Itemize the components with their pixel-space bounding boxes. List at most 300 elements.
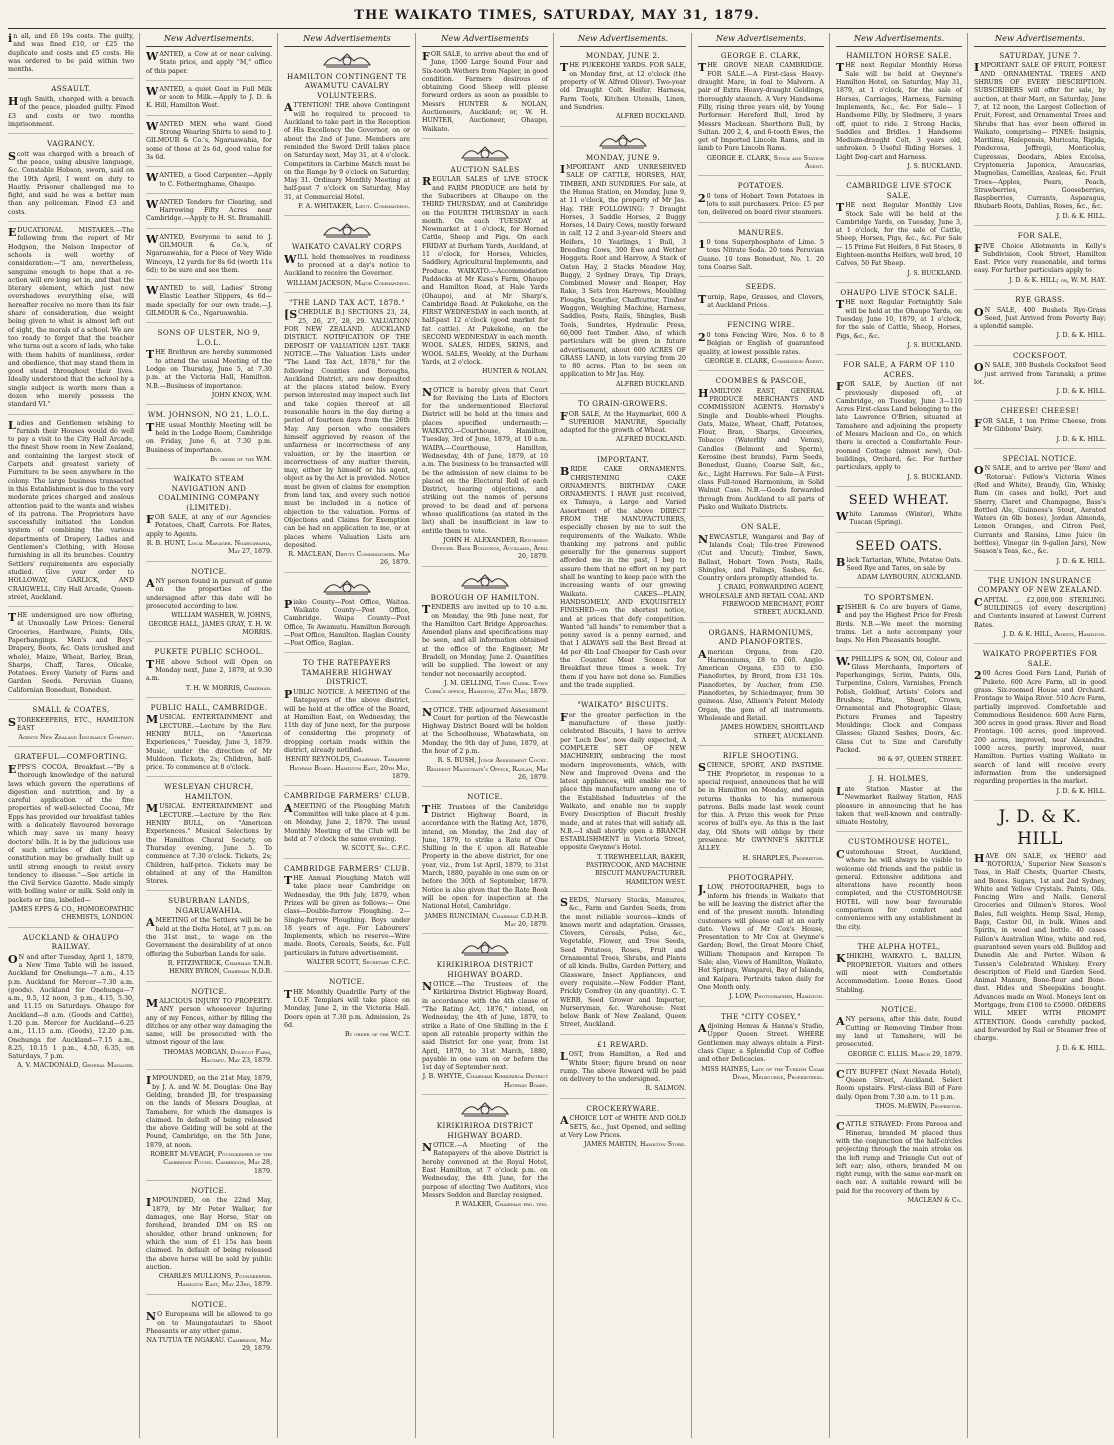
ad-body: THE undersigned are now offering, at Unusually Low Prices: General Groceries, Hardware, Paints, Oils, Paperhangings. Men's and Boys' Drapery, Boots, &c. Oats (crushed and whole), Maize, Wheat, Barley, Bran, Sharps, Chaff, Tares, Oilcake, Potatoes. Every Variety of Farm and Garden Seeds. Peruvian Guano, Californian Bonedust, Bonedust.: [8, 611, 134, 694]
ad-signature: R. MACLEAN, Deputy Commissioner. May 26, 1879.: [288, 551, 410, 567]
ad-body: WILL hold themselves in readiness to proceed at a day's notice to Auckland to receive the Governor.: [284, 252, 410, 278]
ad-title: NOTICE.: [191, 986, 227, 996]
ad-body: WANTED Tenders for Clearing, and Harrowing Fifty Acres near Cambridge.—Apply to H. St. Bramahill.: [146, 197, 272, 223]
advertisement: [284, 977, 410, 1043]
royal-crest-icon: [458, 144, 512, 162]
advertisement: [284, 791, 410, 858]
ad-title: CUSTOMHOUSE HOTEL,: [848, 837, 950, 847]
advertisement: [284, 298, 410, 573]
ad-title: NOTICE.: [881, 1004, 917, 1014]
ad-title: CHEESE! CHEESE!: [1000, 406, 1080, 416]
ad-body: NOTICE. THE adjourned Assessment Court for portion of the Newcastle Highway District Board will be holden at the Schoolhouse, Whatawhata, on Monday, the 9th day of June, 1879, at the hour of 2 p.m.: [422, 705, 548, 756]
ad-body: ANY person found in pursuit of game on the properties of the undersigned after this date will be prosecuted according to law.: [146, 577, 272, 610]
ad-body: THE next Regular Monthly Horse Sale will be held at Gwynne's Hamilton Hotel, on Saturday, May 31, 1879, at 1 o'clock, for the sale of Horses, Carriages, Harness, Farming Implements, &c., &c. For Sale— 1 Handsome Filly, by Sledmere, 3 years off, quiet to ride. 2 Strong Hacks, Saddles and Bridles. 1 Handsome Medium-draught Colt, 3 years old, unbroken. 5 Useful Riding Horses. 1 Light Dog-cart and Harness.: [836, 61, 962, 161]
column: [8, 33, 140, 1438]
advertisement: [974, 351, 1106, 402]
ad-signature: J. LOW, Photographer, Hamilton.: [729, 993, 824, 1001]
ad-body: NOTICE.—The Trustees of the Kirikiriroa District Highway Board, in accordance with the 4th clause of "The Rating Act, 1876," intend, on Wednesday, the 4th of June, 1879, to strike a Rate of One Shilling in the £ upon all rateable property within the said District for one year, from 1st April, 1879, to 31st March, 1880, payable in one sum on or before the 1st day of September next.: [422, 980, 548, 1072]
ad-body: ON and after Tuesday, April 1, 1879, a New Time Table will be issued. Auckland for Onehunga—7 a.m., 4.15 p.m. Auckland for Mercer—7.30 a.m. (goods). Auckland for Onehunga—7 a.m., 9.5, 12 noon, 3 p.m., 4.15, 5.30, and 11.15 on Saturdays. Ohaupo for Auckland—8 a.m. (Goods and Cattle), 1.20 p.m. Mercer for Auckland—6.25 a.m., 11.15 a.m. (Goods), 12.20 p.m. Onehunga for Auckland—7.15 a.m., 8.25, 10.15 1 p.m., 4.50, 6.35, on Saturdays, 7 p.m.: [8, 952, 134, 1061]
column-heading: New Advertisements.: [974, 33, 1106, 47]
advertisement: [8, 227, 134, 415]
ad-body: NO Europeans will be allowed to go on to Maungatautari to Shoot Pheasants or any other game.: [146, 1310, 272, 1335]
ad-signature: GEORGE E. CLARK, Stock and Station Agent.: [706, 154, 824, 170]
ad-title: GRATEFUL—COMFORTING.: [14, 752, 128, 762]
ad-signature: WILLIAM JACKSON, Major Commanding.: [286, 279, 410, 287]
advertisement: [974, 406, 1106, 448]
advertisement: [836, 51, 962, 176]
ad-body: FOR SALE, by Auction (if not previously disposed of), at Cambridge, on Tuesday, June 3—110 Acres First-class Land belonging to the late Lawrence O'Brien, situated at Tamahere and adjoining the property of Messrs Maclean and Co., on which there is erected a Comfortable Four-roomed Cottage (almost new), Out-buildings, Orchard, &c. For further particulars, apply to: [836, 380, 962, 472]
ad-title: SMALL & COATES,: [32, 705, 110, 715]
ad-title: CAMBRIDGE FARMERS' CLUB.: [284, 791, 410, 801]
ad-signature: J. D. & K. HILL.: [1056, 787, 1106, 795]
advertisement: [422, 1100, 548, 1213]
ad-body: ANY persons, after this date, found Cutting or Removing Timber from my land at Tamahere, will be prosecuted.: [836, 1015, 962, 1049]
ad-body: LOST, from Hamilton, a Red and White Steer; figure brand on near rump. The above Reward will be paid on delivery to the undersigned.: [560, 1050, 686, 1084]
ad-title: CAMBRIDGE LIVE STOCK SALE.: [846, 181, 952, 200]
ad-title: NOTICE.: [191, 566, 227, 576]
ad-title: SPECIAL NOTICE.: [1002, 453, 1078, 463]
ad-body: THE usual Monthly Meeting will be held in the Lodge Room, Cambridge on Friday, June 6, at 7.30 p.m. Business of importance.: [146, 420, 272, 454]
advertisement: [836, 181, 962, 283]
advertisement: [284, 864, 410, 973]
ad-body: Ladies and Gentlemen wishing to furnish their Houses would do well to pay a visit to the City Hall Arcade, the finest Show room in New Zealand, and containing the largest stock of Carpets and greatest variety of Furniture to be seen anywhere in the colony. The large business transacted in this Establishment is due to the very moderate prices charged and zealous attention paid to the wants and wishes of its patrons. The Proprietors have successfully initiated the London system of combining the various departments of Drapery, Ladies and Gentlemen's Clothing, with House furnishing in all its branches. Country Settlers' requirements are especially studied. Give your order to HOLLOWAY, GARLICK, AND CRAIGWELL, City Hall Arcade, Queen-street, Auckland.: [8, 418, 134, 601]
advertisement: [146, 86, 272, 116]
royal-crest-icon: [320, 221, 374, 239]
ad-signature: WALTER SCOTT, Secretary C.F.C.: [306, 958, 410, 966]
ad-body: For the greater perfection in the manufacture of these justly-celebrated Biscuits, I have to arrive per 'Loch Dee', now daily expected, A COMPLETE SET OF NEW MACHINERY, embracing the most modern improvements, which, with New and Improved Ovens and the latest appliances, will enable me to place this manufacture among one of the Established Industries of the Waikato, and enable me to supply Every Description of Biscuit freshly made, and at rates that will satisfy all. N.B.—I shall shortly open a BRANCH ESTABLISHMENT in Victoria Street, opposite Gwynne's Hotel.: [560, 710, 686, 852]
columns: [8, 33, 1106, 1438]
advertisement: [560, 51, 686, 127]
ad-body: WANTED, a Cow at or near calving. State price, and apply "M," office of this paper.: [146, 49, 272, 75]
advertisement: [836, 1121, 962, 1209]
advertisement: [836, 593, 962, 651]
ad-signature: ALFRED BUCKLAND.: [615, 113, 686, 121]
royal-crest-icon: [320, 51, 374, 69]
advertisement: [974, 295, 1106, 346]
ad-title: THE "CITY COSEY,": [721, 1011, 801, 1021]
ad-title: THE ALPHA HOTEL,: [857, 941, 941, 951]
ad-body: Customhouse Street, Auckland, where he will always be visible to welcome old friends and the public in general. Extensive additions and alterations have recently been completed, and the CUSTOMHOUSE HOTEL will now bear favourable comparison for comfort and convenience with any establishment in the city.: [836, 847, 962, 931]
ad-signature: JOHN H. ALEXANDER, Returning Officer. Bank Buildings, Auckland, April 20, 1879.: [431, 536, 548, 561]
advertisement: [8, 33, 134, 79]
ad-body: Piako County—Post Office, Waitoa. Waikato County—Post Office, Cambridge. Waipa County—Post Office, Te Awamutu. Hamilton Borough—Post Office, Hamilton. Raglan County—Post Office, Raglan.: [284, 597, 410, 648]
ad-signature: ALFRED BUCKLAND.: [615, 380, 686, 388]
advertisement: [560, 1104, 686, 1154]
column: [836, 33, 968, 1438]
ad-signature: J. D. & K. HILL.: [1056, 332, 1106, 340]
advertisement: [422, 939, 548, 1095]
advertisement: [284, 658, 410, 786]
advertisement: [974, 649, 1106, 800]
ad-signature: WILLIAM WASHER, W. JOHNS, GEORGE HALL, JAMES GRAY, T. H. W. MORRIS.: [148, 612, 272, 636]
ad-signature: JOHN KNOX, W.M.: [211, 391, 272, 399]
ad-body: J.LOW, PHOTOGRAPHER, begs to inform his friends in Waikato that he will be leaving the district after the end of the present month. Intending customers will please call at an early date. Views of Mr Cox's House, Presentation to Mr Cox at Gwynne's Garden; Bowl, the Great Moore Chief, William Thompson and Kerapon Te Sale; also, Views of Hamilton, Waikato, Hot Springs, Wangarei, Bay of Islands, and Kaipara. Portraits taken daily for One Month only.: [698, 883, 824, 991]
advertisement: [422, 51, 548, 139]
column: [146, 33, 278, 1438]
ad-body: THE next Regular Monthly Live Stock Sale will be held at the Cambridge Yards, on Tuesday, June 3, at 1 o'clock, for the sale of Cattle, Sheep, Horses, Pigs, &c., &c. For Sale— 15 Prime Fat Heifers, 8 Fat Steers, 8 Eighteen-months Heifers, well bred, 10 Calves, 50 Fat Sheep.: [836, 201, 962, 268]
ad-signature: R. SALMON.: [645, 1085, 686, 1093]
column-heading: New Advertisements.: [560, 33, 686, 47]
advertisement: [8, 84, 134, 134]
advertisement: [8, 705, 134, 747]
advertisement: [836, 837, 962, 936]
advertisement: [836, 1005, 962, 1064]
ad-signature: HUNTER & NOLAN.: [482, 368, 548, 376]
ad-signature: J. CRAIG, FORWARDING AGENT, WHOLESALE AND RETAIL COAL AND FIREWOOD MERCHANT, FORT STREET, AUCKLAND.: [699, 584, 824, 617]
advertisement: [698, 282, 824, 315]
advertisement: [284, 221, 410, 293]
advertisement: [836, 1069, 962, 1116]
ad-body: BRIDE CAKE ORNAMENTS. CHRISTENING CAKE ORNAMENTS. BIRTHDAY CAKE ORNAMENTS. I HAVE just received, ex Tamaya, a Large and Varied Assortment of the above DIRECT FROM THE MANUFACTURERS, especially chosen by me to suit the requirements of the Waikato. While thanking my patrons and public generally for the generous support afforded me in the past, I beg to assure them that no effort on my part shall be wanting to keep pace with the increasing wants of our growing Waikato. CAKES—PLAIN, HANDSOMELY, AND EXQUISITELY FINISHED—on the shortest notice, and at prices that defy competition. Wanted "all hands" to remember that a penny saved is a penny earned, and that I ALWAYS sell the Best Bread at 4d per 4lb Loaf Cheaper for Cash over the Counter. Meat Scones for Breakfast three times a week. Try them if you have not done so. Families and the trade supplied.: [560, 465, 686, 689]
ad-signature: J. D. & K. HILL; or, W. M. HAY.: [1009, 276, 1106, 284]
ad-body: Late Station Master at the Newmarket Railway Station, HAS pleasure in announcing that he has taken that well-known and centrally-situate Hostelry,: [836, 784, 962, 827]
column: [284, 33, 416, 1438]
ad-signature: R. FITZPATRICK, Chairman T.N.B. HENRY BYRON, Chairman N.D.B.: [167, 959, 272, 976]
ad-title: GEORGE E. CLARK,: [720, 50, 802, 60]
ad-signature: GEORGE E. CLARK, Commission Agent.: [704, 357, 824, 365]
ad-signature: P. WALKER, Chairman pro. tem.: [455, 1201, 548, 1209]
column-heading: New Advertisements.: [698, 33, 824, 47]
ad-body: WANTED, a Good Carpenter.—Apply to C. Fotheringhame, Ohaupo.: [146, 171, 272, 188]
advertisement: [698, 320, 824, 371]
advertisement: [8, 752, 134, 927]
ad-title: TO SPORTSMEN.: [864, 592, 934, 602]
ad-body: KIHIKIHI, WAIKATO. L. BALLIN, PROPRIETOR. Visitors and others will meet with Comfortable Accommodation. Loose Boxes. Good Stabling.: [836, 952, 962, 994]
ad-body: WANTED, a quiet Goat in Full Milk or soon to Milk.—Apply to J. D. & K. Hill, Hamilton West.: [146, 84, 272, 110]
column: [560, 33, 692, 1438]
advertisement: [974, 454, 1106, 571]
advertisement: [974, 231, 1106, 290]
ad-body: ON SALE, 400 Bushels Rye-Grass Seed, Just Arrived from Poverty Bay; a splendid sample.: [974, 305, 1106, 331]
advertisement: [836, 360, 962, 487]
ad-body: FOR SALE, At the Haymarket, 600 A SUPERIOR MANURE, Specially adapted for the growth of Wheat.: [560, 409, 686, 435]
column: [974, 33, 1106, 1438]
ad-signature: J. S. BUCKLAND.: [907, 341, 962, 349]
advertisement: [146, 567, 272, 643]
ad-signature: J. S. BUCKLAND.: [907, 473, 962, 481]
advertisement: [698, 181, 824, 222]
ad-body: Adjoining Hemus & Hanna's Studio, Upper Queen Street. WHERE Gentlemen may always obtain a First-class Cigar, a Splendid Cup of Coffee and other Delicacies.: [698, 1022, 824, 1064]
ad-title: ORGANS, HARMONIUMS, AND PIANOFORTES.: [708, 627, 814, 647]
ad-body: THE Trustees of the Cambridge District Highway Board, in accordance with the Rating Act, 1876, intend, on Monday, the 2nd day of June, 1879, to strike a Rate of One Shilling in the £ upon all Rateable Property in the above district, for one year, viz., from 1st April, 1879, to 31st March, 1880, payable in one sum on or before the 30th of September, 1879. Notice is also given that the Rate Book will be open for inspection at the National Hotel, Cambridge.: [422, 802, 548, 911]
ad-title: FOR SALE,: [1017, 231, 1063, 241]
advertisement: [422, 707, 548, 788]
ad-body: ATTENTION! THE above Contingent will be required to proceed to Auckland to take part in the Reception of His Excellency the Governor, on or about the 2nd of June. Members are reminded the Sword Drill takes place on Saturday next, May 31, at 4 o'clock. Competitors in Carbine Match must be on the Range by 9 o'clock on Saturday, May 31. Ordinary Monthly Meeting at half-past 7 o'clock on Saturday, May 31, at Commercial Hotel.: [284, 101, 410, 201]
ad-body: PUBLIC NOTICE. A MEETING of the Ratepayers of the above district, will be held at the office of the Board, at Hamilton East, on Wednesday, the 11th day of June next, for the purpose of considering the propriety of dropping certain roads within the district, already notified.: [284, 687, 410, 755]
ad-signature: J. B. WHYTE, Chairman Kirikiriroa District Highway Board.: [422, 1073, 548, 1089]
advertisement: [698, 1012, 824, 1087]
ad-body: ON SALE, 300 Bushels Cocksfoot Seed just arrived from Taranaki; a prime lot.: [974, 361, 1106, 386]
ad-title: RIFLE SHOOTING.: [722, 750, 800, 760]
ad-title: NOTICE.: [329, 977, 365, 987]
ad-body: AMEETING of the Settlers will be be held at the Delta Hotel, at 7 p.m. on the 31st inst., to wage on the Government the desirability of at once offering the Suburban Lands for sale.: [146, 916, 272, 958]
ad-body: HAMILTON EAST, GENERAL PRODUCE MERCHANTS AND COMMISSION AGENTS. Hornsby's Single and Double-wheel Ploughs. Oats, Maize, Wheat, Chaff, Potatoes, Flour, Bran, Sharps, Groceries, Tobacco (Waterlily and Venus), Candles (Belmont and Sperm), Kerosine (best brands), Farm Seeds, Bonedust, Guano, Coarse Salt, &c., &c., Light Harrows. For Sale—A First-class Full-toned Harmonium, in Solid Walnut Case. N.B.—Goods forwarded through from Auckland to all parts of Piako and Waikato Districts.: [698, 386, 824, 511]
ad-signature: J. D. & K. HILL.: [1056, 1044, 1106, 1052]
ad-signature: HENRY REYNOLDS, Chairman. Tamahere Highway Board. Hamilton East, 20th May, 1879.: [285, 756, 410, 780]
advertisement: [698, 628, 824, 746]
ad-body: White Lammas (Winter), White Tuscan (Spring).: [836, 509, 962, 527]
advertisement: [560, 897, 686, 1035]
ad-body: NOTICE is hereby given that Court for Revising the Lists of Electors for the undermentioned Electoral District will be held at the times and places specified underneath:— WAIKATO.—Courthouse, Hamilton, Tuesday, 3rd of June, 1879, at 10 a.m. WAIPA.—Courthouse, Hamilton, Wednesday, 4th of June, 1879, at 10 a.m. The business to be transacted will be the admission of new claims to be placed on the Electoral Roll of each District, hearing objections, and striking out the names of persons proved to be dead and of persons whose qualifications (as stated in the list) shall be insufficient in law to entitle them to vote.: [422, 385, 548, 535]
ad-title: NOTICE.: [191, 1185, 227, 1195]
column: [422, 33, 554, 1438]
advertisement: [146, 410, 272, 469]
ad-body: FOR SALE, to arrive about the end of June, 1500 Large Sound Four and Six-tooth Wethers from Napier, in good condition. Farmers desirous of obtaining Good Sheep will please forward orders as soon as possible to Messrs HUNTER & NOLAN, Auctioneers, Auckland; or, W. H. HUNTER, Auctioneer, Ohaupo, Waikato.: [422, 49, 548, 133]
advertisement: [8, 139, 134, 222]
ad-title: RYE GRASS.: [1015, 295, 1065, 305]
ad-signature: ALFRED BUCKLAND.: [615, 436, 686, 444]
ad-body: NEWCASTLE, Wangarei and Bay of Islands Coal; Tile-tree Firewood (Cut and Uncut); Timber, Sawn, Ballast, Hobart Town Posts, Rails, Shingles, and Palings, Sashes, &c. Country orders promptly attended to.: [698, 532, 824, 583]
advertisement: [560, 455, 686, 696]
ad-title: MANURES.: [738, 227, 784, 237]
ad-title: HAMILTON HORSE SALE.: [846, 50, 952, 60]
ad-body: Scott was charged with a breach of the peace, using abusive language, &c. Constable Hobson, sworn, said on the 19th April, I went on duty to Hautly. Prisoner challenged me to fight, and said he was a better man than any policeman. Fined £3 and costs.: [8, 149, 134, 216]
ad-body: MALICIOUS INJURY TO PROPERTY. ANY person whosoever Injuring any of my Fences, either by filling the ditches or any other way damaging the same, will be prosecuted with the utmost rigour of the law.: [146, 997, 272, 1047]
column: [698, 33, 830, 1438]
ad-body: THE Annual Ploughing Match will take place near Cambridge on Wednesday, the 9th July, 1879, when Prizes will be given as follows:— One class—Double-furrow Ploughing. 2—Single-furrow Ploughing. Boys under 18 years of age. For Labourers' Implements, which no reserve—Wire made. Roots, Cereals, Seeds, &c. Full particulars in future advertisement.: [284, 874, 410, 957]
column-heading: New Advertisements: [422, 33, 548, 47]
ad-title: SONS OF ULSTER, NO 9, L.O.L.: [157, 328, 261, 347]
advertisement: [836, 656, 962, 770]
ad-title: SEEDS.: [745, 282, 777, 292]
ad-signature: R. B. HUNT, Local Manager. Ngaruawahia, May 27, 1879.: [146, 540, 272, 556]
ad-signature: ADAM LAYBOURN, AUCKLAND.: [857, 574, 962, 582]
ad-body: IMPOUNDED, on the 21st May, 1879, by J. A. and W. M. Douglas: One Bay Gelding, branded JB, for trespassing on the lands of Messrs Douglas, at Tamahere, for which the damages is claimed. In default of being released the above Gelding will be sold at the Pound, Cambridge, on the 5th June, 1879, at noon.: [146, 1074, 272, 1149]
ad-title: SATURDAY, JUNE 7.: [999, 50, 1081, 60]
ad-title: WESLEYAN CHURCH, HAMILTON.: [164, 782, 254, 801]
ad-body: WANTED MEN who want Good Strong Wearing Shirts to send to J. GILMOUR & Co.'s, Ngaruawahia, for some of those at 2s 6d, good value for 3s 6d.: [146, 119, 272, 161]
advertisement: [698, 522, 824, 622]
ad-body: 20 tons Fencing Wire, Nos. 6 to 8 Belgian or English of guaranteed quality, at lowest possible rates.: [698, 330, 824, 356]
ad-title: WAIKATO STEAM NAVIGATION AND COALMINING COMPANY (LIMITED).: [158, 474, 260, 512]
ad-title: VAGRANCY.: [47, 139, 95, 149]
ad-body: IMPORTANT AND UNRESERVED SALE OF CATTLE, HORSES, HAY, TIMBER, AND SUNDRIES. For sale, at the Hunua Station, on Monday, June 9, at 11 o'clock, the property of Mr Jas. Hay. THE FOLLOWING: 7 Draught Horses, 3 Saddle Horses, 2 Buggy Horses, 14 Dairy Cows, mostly forward in calf, 12 2 and 3-year-old Steers and Heifers, 10 Yearlings, 1 Bull, 3 Breeding Cows, 300 Ewe and Wether Hoggets. Root and Harrow, A Stack of Oaten Hay, 2 Stacks Meadow Hay, Buggy, 2 Sydney Drays, Tip Drays, Combined Mower and Reaper, Hay Rake, 3 Sets Iron Harrows, Moulding Ploughs, Scarifier, Chaffcutter, Timber Waggon, Weighing Machine, Harness, Saddles, Posts, Rails, Shingles, Bush Tools, Sundries, Hydraulic Press, 60,000 feet Timber. Also, of which particulars will be given in future advertisement, about 600 ACRES OF GRASS LAND, in lots varying from 20 to 80 acres. Plan to be seen on application to Mr Jas. Hay.: [560, 163, 686, 379]
ad-signature: J. D. & K. HILL, Agents, Hamilton.: [1003, 631, 1106, 639]
ad-body: REGULAR SALES of LIVE STOCK and FARM PRODUCE are held by the Subscribers at Ohaupo on the THIRD THURSDAY, and at Cambridge on the FOURTH THURSDAY in each month. On each TUESDAY at Newmarket at 1 o'clock, for Horned Cattle, Sheep and Pigs. On each FRIDAY at Durham Yards, Auckland, at 11 o'clock, for Horses, Vehicles, Saddlery, Agricultural Implements, and Produce. WAIKATO.—Accommodation Paddocks at Mr Kusa's Farm, Ohaupo and Hamilton Road, at Hale Yards (Ohaupo), and at Mr Sharp's, Cambridge Road. At Pukekohe, on the FIRST WEDNESDAY in each month, at half-past 12 o'clock (good market for fat cattle). At Pukekohe, on the SECOND WEDNESDAY in each month. WOOL SALES, HIDES, SKINS, and WOOL SALES, Weekly, at the Durham Yards, at 2 o'clock.: [422, 175, 548, 366]
advertisement: [836, 492, 962, 533]
advertisement: [698, 751, 824, 868]
ad-title: SEED OATS.: [855, 538, 943, 554]
ad-title: IMPORTANT.: [596, 454, 650, 464]
column-heading: New Advertisements.: [836, 33, 962, 47]
ad-body: MUSICAL ENTERTAINMENT and LECTURE.—Lecture by the Rev. HENRY BULL, on "American Experiences," Tuesday, June 3, 1879. Music, under the direction of Mr Muldoon. Tickets, 2s; Children, half-price. To commence at 8 o'clock.: [146, 713, 272, 772]
ad-body: WANTED to sell, Ladies' Strong Elastic Leather Slippers, 4s 6d—made specially for our own trade.—J. GILMOUR & Co., Ngaruawahia.: [146, 284, 272, 318]
ad-body: MUSICAL ENTERTAINMENT and LECTURE.—Lecture by the Rev. HENRY BULL, on "American Experiences." Musical Selections by the Hamilton Choral Society, on Thursday evening, June 5. To commence at 7.30 o'clock. Tickets, 2s; Children, half-price. Tickets may be obtained at any of the Hamilton Stores.: [146, 802, 272, 886]
advertisement: [8, 612, 134, 700]
advertisement: [422, 792, 548, 934]
ad-body: IMPORTANT SALE OF FRUIT, FOREST AND ORNAMENTAL TREES AND SHRUBS OF EVERY DESCRIPTION. SUBSCRIBERS will offer for sale, by auction, at their Mart, on Saturday, June 7, at 12 noon, the Largest Collection of Fruit, Forest, and Ornamental Trees and Shrubs that has ever been offered in Waikato, comprising— PINES: Insignis, Maritima, Halepensis, Muricata, Rigida, Ponderosa, Jeffregii, Monticolus, Cupressus, Deodara, Abies Excelsa, Cryptomeria Japonica, Araucarias, Magnolias, Camellias, Azaleas, &c. Fruit Trees—Apples, Pears, Peach, Strawberries, Gooseberries, Raspberries, Currants, Asparagus, Rhubarb Roots, Dahlias, Roses, &c., &c.: [974, 61, 1106, 211]
ad-body: THE Monthly Quadrille Party of the I.O.F. Templars will take place on Monday, June 2, in the Victoria Hall. Doors open at 7.30 p.m. Admission, 2s 6d.: [284, 987, 410, 1029]
ad-body: Black Tartarian, White, Potatoe Oats. Seed Rye and Tares, on sale by: [836, 555, 962, 573]
ad-body: SCIENCE, SPORT, AND PASTIME. THE Proprietor, in response to a special request, announces that he will be in Hamilton on Monday, and again returns thanks to his numerous patrons. Balls made last week count for this. A Prize this week for Prize scores of bull's eye. As this is the last day, Old Shots will oblige by their presence. Mr GWYNNE'S SKITTLE ALLEY.: [698, 761, 824, 853]
ad-body: IMPOUNDED, on the 22nd May, 1879, by Mr Peter Walker, for damages, one Bay Horse, Star on forehead, branded DM on RS on shoulder, other brand unknown; for which the sum of £1 15s has been claimed. In default of being released the above horse will be sold by public auction.: [146, 1196, 272, 1271]
ad-body: ON SALE, and to arrive per 'Rero' and 'Rotorua': Fellow's Victoria Wines (Red and White), Brandy, Gin, Whisky, Rum (in cases and bulk), Port and Sherry, Claret and Champagne, Bass's Bottled Ale, Guinness's Stout, Aerated Waters (in 6lb boxes), Jordan Almonds, Lemon Oranges, and Citron Peel, Currants and Raisins, Lime Juice (in bottles), Vinegar (in 9-gallon Jars), New Season's Teas, &c., &c.: [974, 464, 1106, 556]
ad-title: FOR SALE, A FARM OF 110 ACRES.: [843, 360, 955, 379]
ad-body: STOREKEEPERS, ETC., HAMILTON EAST: [8, 715, 134, 732]
ad-body: HAVE ON SALE, ex 'HERO' and 'ROTORUA,' Superior New Season's Teas, in Half Chests, Quarter Chests, and Boxes. Sugars, 1st and 2nd Sydney, White and Yellow Crystals. Paints, Oils. Fencing Wire and Nails. General Groceries and Oilmen's Stores. Wool Bales, full weights. Hemp Sisal, Hemp, Bags, Castor Oil, in bulk. Wines and Spirits, in wood and bottle. 40 cases Fallon's Australian Wine, white and red, guaranteed seven years old. Bulldog and Dunedin Ale and Porter. Wilson & Tussen's Celebrated Whiskey. Every description of Field and Garden Seed. Animal Manure, Bone-flour and Bone-dust. Hides and Sheepskins bought. Advances made on Wool. Moneys lent on Mortgage, from £100 to £5000. ORDERS WILL MEET WITH PROMPT ATTENTION. Goods carefully packed, and forwarded by Rail or Steamer free of charge.: [974, 851, 1106, 1043]
ad-title: BOROUGH OF HAMILTON.: [430, 592, 540, 602]
ad-title: £1 REWARD.: [597, 1039, 649, 1049]
advertisement: [146, 647, 272, 698]
advertisement: [560, 700, 686, 892]
royal-crest-icon: [596, 132, 650, 150]
ad-signature: JAMES HOWDEN, SHORTLAND STREET, AUCKLAND.: [720, 724, 824, 740]
ad-body: ACHOICE LOT of WHITE AND GOLD SETS, &c., Just Opened, and selling at Very Low Prices.: [560, 1114, 686, 1139]
ad-signature: THOS. McEWIN, Proprietor.: [875, 1103, 962, 1111]
ad-title: COOMBES & PASCOE,: [715, 376, 807, 386]
ad-signature: T. TREWHEELLAR, BAKER, PASTRYCOOK, AND MACHINE BISCUIT MANUFACTURER. HAMILTON WEST.: [585, 853, 686, 886]
ad-signature: JAMES EPPS & CO., HOMOEOPATHIC CHEMISTS, LONDON.: [10, 906, 134, 922]
ad-signature: J. S. BUCKLAND.: [907, 163, 962, 170]
ad-title: CROCKERYWARE.: [586, 1103, 660, 1113]
advertisement: [146, 328, 272, 405]
royal-crest-icon: [320, 578, 374, 596]
ad-title: NOTICE.: [191, 1299, 227, 1309]
ad-signature: NA TUTUA TE NGAKAU. Cambridge, May 29, 1879.: [146, 1337, 272, 1353]
ad-title: TO THE RATEPAYERS TAMAHERE HIGHWAY DISTRICT.: [301, 658, 393, 687]
advertisement: [146, 896, 272, 981]
advertisement: [836, 942, 962, 1000]
advertisement: [146, 1075, 272, 1181]
advertisement: [146, 703, 272, 778]
advertisement: [422, 387, 548, 567]
ad-title: "WAIKATO" BISCUITS.: [577, 700, 669, 710]
advertisement: [836, 538, 962, 588]
ad-signature: F. A. WHITAKER, Lieut. Commanding.: [298, 203, 410, 210]
column-heading: New Advertisements.: [146, 33, 272, 47]
ad-signature: Agents New Zealand Insurance Company.: [18, 734, 134, 742]
ad-signature: By order of the W.M.: [210, 455, 272, 463]
ad-signature: MACLEAN & Co.: [907, 1197, 962, 1205]
ad-body: FOR SALE, at any of our Agencies: Potatoes, Chaff, Carrots. For Rates, apply to Agents.: [146, 513, 272, 538]
advertisement: [146, 172, 272, 194]
ad-signature: CHARLES MULLIONS, Poundkeeper. Hamilton East, May 23rd, 1879.: [158, 1273, 272, 1289]
ad-body: THE next Regular Fortnightly Sale will be held at the Ohaupo Yards, on Tuesday, June 10, 1879, at 1 o'clock, for the sale of Cattle, Sheep, Horses, Pigs, &c., &c.: [836, 298, 962, 340]
ad-title: HAMILTON CONTINGENT TE AWAMUTU CAVALRY VOLUNTEERS.: [287, 71, 407, 100]
ad-signature: MISS HAINES, Late of the Turkish Cigar Divan, Melbourne, Proprietress.: [701, 1065, 824, 1081]
ad-title: FENCING WIRE.: [727, 320, 795, 330]
advertisement: [836, 288, 962, 355]
advertisement: [146, 1186, 272, 1295]
ad-title: OHAUPO LIVE STOCK SALE.: [840, 287, 958, 297]
advertisement: [8, 420, 134, 608]
ad-signature: W. SCOTT, Sec. C.F.C.: [341, 845, 410, 853]
ad-body: EDUCATIONAL MISTAKES.—The following from the report of Mr Hodgson, the Nelson Inspector of schools is well worthy of consideration:—"I am, nevertheless, sanguine enough to hope that a re-action will ere long set in, and that the literary element, which just now overshadows everything else, will hereafter receive no more than its fair share of consideration, due weight being given to what is almost left out of sight, the morals of a school. We are too ready to forget that the teacher who turns out a score of lads, who take with them habits of manliness, order and obedience, that may stand them in good stead throughout their lives. Ideally understood that the school by a single subject is worth more than a dozen who merely possess the standard VI.": [8, 226, 134, 409]
advertisement: [146, 285, 272, 323]
ad-title: MONDAY, JUNE 2.: [585, 50, 661, 60]
ad-body: CAPITAL ... £2,000,000 STERLING. BUILDINGS (of every description) and Contents insured at Lowest Current Rates.: [974, 595, 1106, 629]
ad-title: KIRIKIRIROA DISTRICT HIGHWAY BOARD.: [436, 960, 534, 979]
ad-title: KIRIKIRIROA DISTRICT HIGHWAY BOARD.: [436, 1121, 534, 1140]
ad-body: SEEDS, Nursery Stocks, Manures, &c., Farm and Garden Seeds, from the most reliable sources—kinds of known merit and adaptation. Grasses, Clovers, Cereals, Pulse, &c., Vegetable, Flower, and Tree Seeds, Seed Potatoes, Roses, Fruit and Ornamental Trees, Shrubs, and Plants of all kinds. Bulbs, Garden Pottery, and Glassware, Insect Appliances, and every requisite.—New Fodder Plant, Prickly Comfrey (in any quantity). C. T. WEBB, Seed Grower and Importer, Nurseryman, &c. Warehouse: Next below Bank of New Zealand, Queen Street, Auckland.: [560, 895, 686, 1029]
advertisement: [146, 199, 272, 229]
royal-crest-icon: [458, 1100, 512, 1118]
ad-body: FIVE Choice Allotments in Kelly's Subdivision, Cook Street, Hamilton East. Price very reasonable, and terms easy. For further particulars apply to: [974, 241, 1106, 275]
ad-signature: J. D. & K. HILL.: [1056, 212, 1106, 220]
ad-body: CATTLE STRAYED: From Pareoa and Hinerau, branded M placed thus with the conjunction of the half-circles projecting through the main stroke on the left rump and Triangle Cut out of left ear; also, others, branded M on right rump, with the same ear-mark on each ear. A suitable reward will be paid for the recovery of them by: [836, 1120, 962, 1195]
ad-body: CITY BUFFET (Next Nevada Hotel), Queen Street, Auckland. Select Room upstairs. First-class Bill of Fare daily. Open from 7.30 a.m. to 11 p.m.: [836, 1067, 962, 1101]
ad-signature: J. D. & K. HILL.: [1056, 388, 1106, 396]
ad-signature: JAMES RUNCIMAN, Chairman C.D.H.B. May 20, 1879.: [424, 912, 548, 928]
advertisement: [146, 121, 272, 167]
ad-title: NOTICE.: [467, 792, 503, 802]
ad-body: Hugh Smith, charged with a breach of the peace, pleaded guilty. Fined £3 and costs or two months imprisonment.: [8, 94, 134, 128]
masthead: THE WAIKATO TIMES, SATURDAY, MAY 31, 1879.: [8, 8, 1106, 29]
ad-title: AUCTION SALES: [450, 164, 520, 174]
ad-signature: T. H. W. MORRIS, Chairman.: [185, 684, 272, 692]
ad-signature: J. D. & K. HILL.: [1056, 557, 1106, 565]
advertisement: [698, 873, 824, 1007]
ad-body: THE PUKEKOHE YARDS. FOR SALE, on Monday first, at 12 o'clock (the property of W. Alfred Oliver). Two-year old Draught Colt. Heifer. Harness, Farm Tools, Kitchen Utensils, Linen, and Sundries.: [560, 61, 686, 111]
ad-body: THE GROVE NEAR CAMBRIDGE. FOR SALE.—A First-class Heavy-draught Mare, in foal to Malvern. A pair of Extra Heavy-draught Geldings, thoroughly staunch. A Very Handsome Filly, rising three years old, by Young Performer. Hereford Bull, bred by Messrs Mackean. Shorthorn Bull, by Sultan. 200 2, 4, and 6-tooth Ewes, the get of Imported Lincoln Rams, and in lamb to Pure Lincoln Rams.: [698, 61, 824, 153]
ad-signature: J. S. BUCKLAND.: [907, 269, 962, 277]
ad-title: ASSAULT.: [51, 84, 91, 94]
ad-body: AMEETING of the Ploughing Match Committee will take place at 4 p.m. on Monday, June 2, 1879. The usual Monthly Meeting of the Club will be held at 7 o'clock the same evening.: [284, 801, 410, 843]
ad-title: MONDAY, JUNE 9.: [585, 152, 661, 162]
advertisement: [146, 474, 272, 561]
ad-body: 200 Acres Good Fern Land, Parish of Pukete. 600 Acre Farm, all in good grass. Six-roomed House and Orchard. Frontage to Waipa River. 510 Acre Farm, partially improved. Comfortable and Commodious Residence. 600 Acre Farm, 300 acres in good grass. River and Road Frontage. 100 acres, good improved. 200 acres, improved, near Alexandra. 1000 acres, partly improved, near Hamilton. Parties visiting Waikato in search of land will receive every information from the undersigned regarding properties in the market.: [974, 669, 1106, 786]
ad-signature: J. M. GELLING, Town Clerk. Town Clerk's office, Hamilton, 27th May, 1879.: [424, 679, 548, 696]
ad-signature: 96 & 97, QUEEN STREET.: [877, 756, 962, 764]
ad-title: AUCKLAND & OHAUPO RAILWAY.: [22, 932, 120, 952]
ad-signature: By order of the W.C.T.: [344, 1031, 410, 1039]
ad-title: ON SALE,: [740, 522, 782, 532]
ad-title: COCKSFOOT.: [1013, 350, 1067, 360]
ad-title: POTATOES.: [737, 181, 785, 191]
advertisement: [974, 51, 1106, 226]
advertisement: [974, 576, 1106, 644]
ad-title: SUBURBAN LANDS, NGARUAWAHIA.: [168, 896, 250, 915]
ad-signature: H. SHARPLES, Proprietor.: [742, 854, 824, 862]
column-heading: New Advertisements: [284, 33, 410, 47]
advertisement: [146, 1300, 272, 1358]
ad-body: W.PHILLIPS & SON, Oil, Colour and Glass Merchants, Importers of Paperhangings, Scrim, Paints, Oils, Turpentine, Colors, Varnishes, French Polish, Goldleaf, Artists' Colors and Brushes; Plate, Sheet, Crown, Ornamental and Photographic Glass; Picture Frames and Tapestry Mouldings; Clock and Compass Glasses; Glazed Sashes, Doors, &c. Glass Cut to Size and Carefully Packed.: [836, 654, 962, 754]
ad-title: TO GRAIN-GROWERS.: [578, 399, 668, 409]
ad-signature: THOMAS MORGAN, Dovecot Farm, Hautapu. May 23, 1879.: [163, 1048, 272, 1065]
ad-title: J. D. & K. HILL: [998, 806, 1082, 850]
ad-signature: ROBERT McVEAGH, Poundkeeper of the Cambridge Pound. Cambridge, May 28, 1879.: [150, 1151, 272, 1175]
advertisement: [698, 376, 824, 517]
ad-title: "THE LAND TAX ACT, 1878.": [288, 297, 406, 307]
advertisement: [284, 51, 410, 216]
ad-signature: J. D. & K. HILL.: [1056, 435, 1106, 443]
ad-signature: R. S. BUSH, Judge Assessment Court. Resident Magistrate's Office, Raglan, May 26, 1879.: [426, 757, 548, 781]
ad-title: SEED WHEAT.: [848, 492, 950, 508]
advertisement: [284, 578, 410, 654]
advertisement: [422, 144, 548, 382]
ad-title: WM. JOHNSON, NO 21, L.O.L.: [147, 410, 271, 420]
ad-body: American Organs, from £20. Harmoniums, £8 to £60. Anglo-American Organs, £55 to £50. Pianofortes, by Brord, from £31 10s. Pianofortes, by Aucher, from £50. Pianofortes, by Schiedmayer, from 30 guineas. Also, Allison's Patent Melody Organ, the gem of all instruments. Wholesale and Retail.: [698, 647, 824, 722]
advertisement: [422, 572, 548, 702]
advertisement: [146, 51, 272, 81]
ad-body: THE Brethren are hereby summoned to attend the usual Meeting of the Lodge on Thursday, June 5, at 7.30 p.m. at the Victoria Hall, Hamilton. N.B.—Business of importance.: [146, 348, 272, 390]
ad-title: PUBLIC HALL, CAMBRIDGE.: [150, 702, 268, 712]
ad-body: Turnip, Rape, Grasses, and Clovers, at Auckland Prices.: [698, 292, 824, 310]
ad-signature: GEORGE C. ELLIS. March 29, 1879.: [847, 1050, 962, 1058]
ad-title: WAIKATO PROPERTIES FOR SALE.: [982, 649, 1098, 668]
ad-body: EPPS'S COCOA. Breakfast.—"By a thorough knowledge of the natural laws which govern the operations of digestion and nutrition, and by a careful application of the fine properties of well-selected Cocoa, Mr Epps has provided our breakfast tables with a delicately flavoured beverage which may save us many heavy doctors' bills. It is by the judicious use of such articles of diet that a constitution may be gradually built up until strong enough to resist every tendency to disease."—See article in the Civil Service Gazette. Made simply with boiling water or milk. Sold only in packets or tins, labelled—: [8, 762, 134, 904]
advertisement: [974, 806, 1106, 1057]
advertisement: [146, 987, 272, 1071]
royal-crest-icon: [458, 939, 512, 957]
ad-title: CAMBRIDGE FARMERS' CLUB.: [284, 863, 410, 873]
ad-body: 10 tons Superphosphate of Lime. 5 tons Nitrate Soda. 20 tons Peruvian Guano. 10 tons Bonedust, No. 1. 20 tons Coarse Salt.: [698, 238, 824, 272]
ad-body: NOTICE.—A Meeting of the Ratepayers of the above District is hereby convened at the Royal Hotel, East Hamilton, at 7 o'clock p.m. on Wednesday, the 4th June, for the purpose of electing Two Auditors, vice Messrs Seddon and Barclay resigned.: [422, 1141, 548, 1199]
advertisement: [146, 782, 272, 891]
advertisement: [560, 132, 686, 395]
ad-body: THE above School will Open on Monday next, June 2, 1879, at 9.30 a.m.: [146, 657, 272, 683]
ad-title: THE UNION INSURANCE COMPANY OF NEW ZEALAND.: [977, 575, 1103, 595]
